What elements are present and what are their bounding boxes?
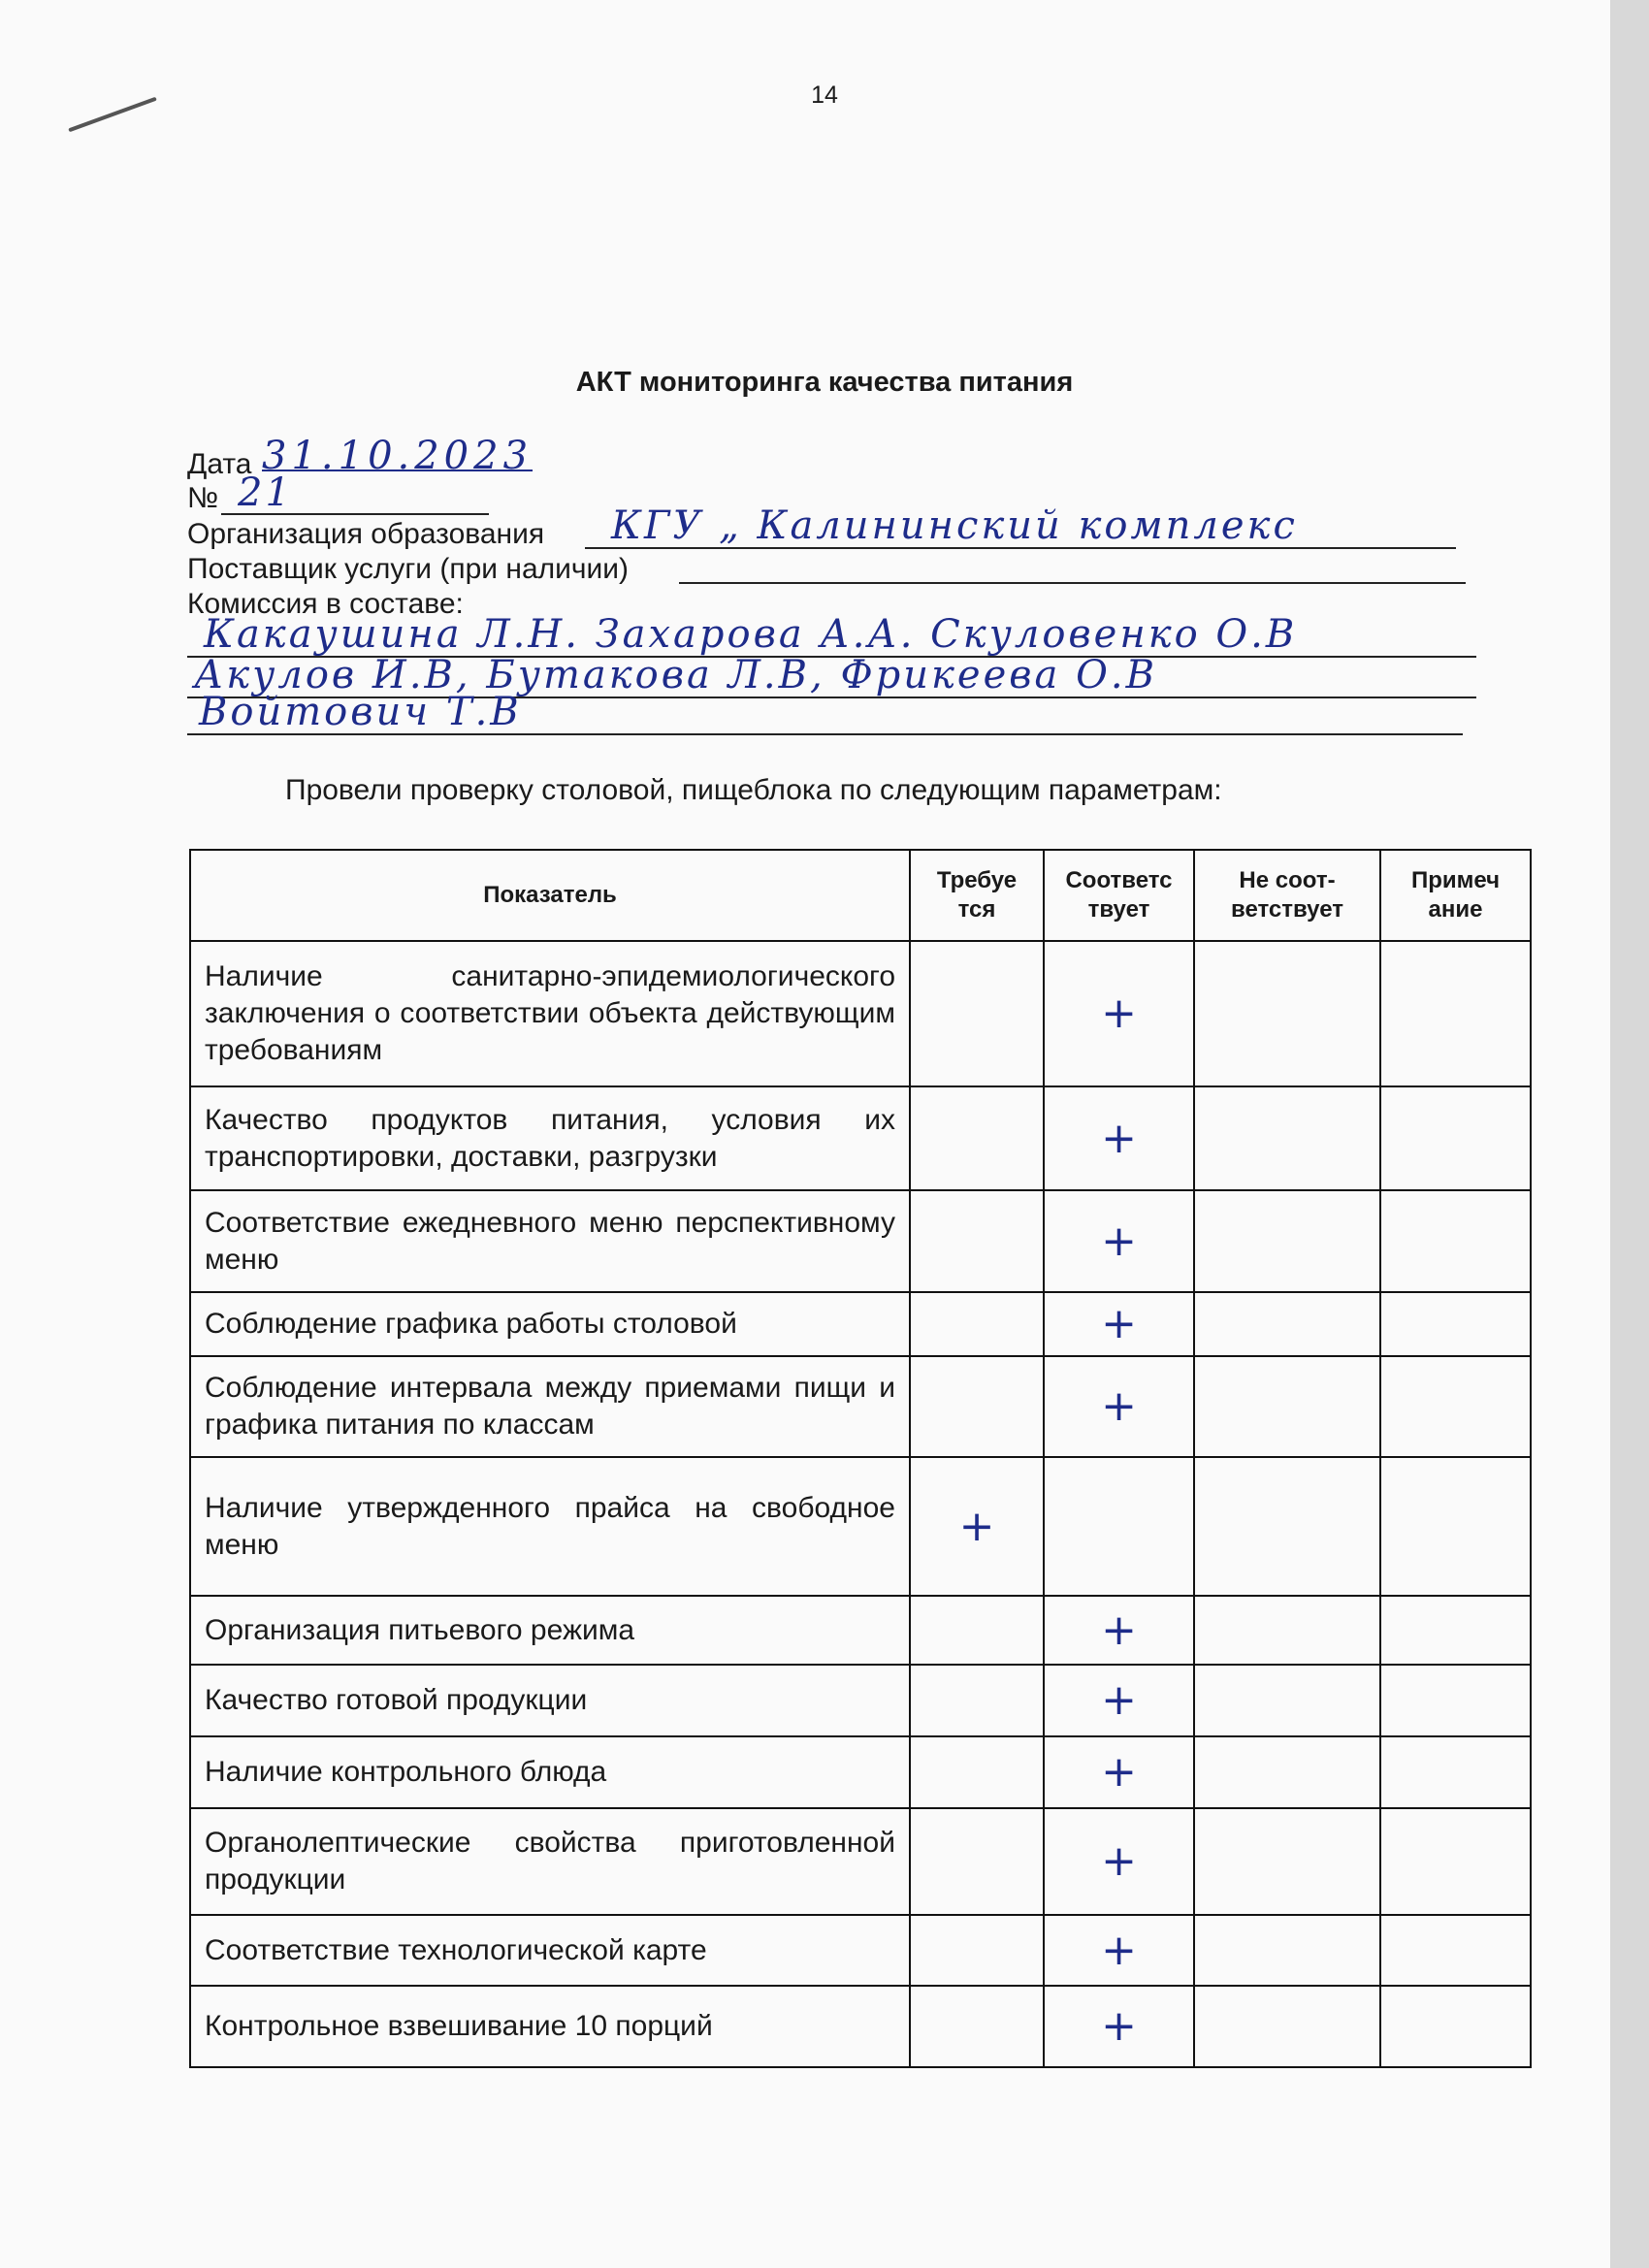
handwritten-check-mark: + [1101, 1215, 1137, 1266]
note-cell [1380, 1190, 1531, 1292]
note-cell [1380, 1915, 1531, 1986]
not-complies-cell [1194, 1915, 1380, 1986]
required-cell [910, 1086, 1044, 1190]
note-cell [1380, 1736, 1531, 1808]
handwritten-check-mark: + [1101, 1747, 1137, 1797]
note-cell [1380, 1086, 1531, 1190]
note-cell [1380, 1457, 1531, 1596]
indicator-cell: Соответствие технологической карте [190, 1915, 910, 1986]
complies-cell [1044, 1808, 1194, 1915]
parameters-table [189, 849, 1532, 2068]
commission-line-3: Войтович Т.В [199, 690, 522, 734]
table-header-row [190, 850, 1531, 941]
commission-label: Комиссия в составе: [187, 588, 464, 620]
header-indicator: Показатель [190, 850, 910, 941]
required-cell [910, 1190, 1044, 1292]
indicator-cell: Соблюдение интервала между приемами пищи и графика питания по классам [190, 1356, 910, 1457]
table-row [190, 1086, 1531, 1190]
required-cell [910, 1808, 1044, 1915]
not-complies-cell [1194, 1356, 1380, 1457]
scan-edge [1610, 0, 1649, 2268]
required-cell [910, 1596, 1044, 1665]
document-title: АКТ мониторинга качества питания [575, 367, 1074, 398]
complies-cell [1044, 1190, 1194, 1292]
complies-cell [1044, 1596, 1194, 1665]
note-cell [1380, 1292, 1531, 1356]
table-row [190, 1915, 1531, 1986]
complies-cell [1044, 1292, 1194, 1356]
number-label: № [187, 482, 219, 514]
table-row [190, 1356, 1531, 1457]
handwritten-check-mark: + [1101, 1299, 1137, 1348]
required-cell [910, 1292, 1044, 1356]
required-cell [910, 1915, 1044, 1986]
complies-cell [1044, 941, 1194, 1086]
complies-cell [1044, 1457, 1194, 1596]
indicator-cell: Наличие санитарно-эпидемиологического заключения о соответствии объекта действующим требованиям [190, 941, 910, 1086]
not-complies-cell [1194, 1190, 1380, 1292]
intro-text: Провели проверку столовой, пищеблока по следующим параметрам: [285, 774, 1222, 806]
table-row [190, 1292, 1531, 1356]
indicator-cell: Контрольное взвешивание 10 порций [190, 1986, 910, 2067]
complies-cell [1044, 1665, 1194, 1736]
required-cell [910, 1457, 1044, 1596]
not-complies-cell [1194, 1457, 1380, 1596]
note-cell [1380, 1986, 1531, 2067]
required-cell [910, 1356, 1044, 1457]
header-required: Требуе тся [910, 850, 1044, 941]
note-cell [1380, 1596, 1531, 1665]
required-cell [910, 1736, 1044, 1808]
complies-cell [1044, 1986, 1194, 2067]
not-complies-cell [1194, 1086, 1380, 1190]
table-row [190, 941, 1531, 1086]
date-value: 31.10.2023 [262, 434, 534, 478]
handwritten-check-mark: + [1101, 1836, 1137, 1886]
indicator-cell: Соответствие ежедневного меню перспективному меню [190, 1190, 910, 1292]
handwritten-check-mark: + [1101, 1925, 1137, 1975]
table-row [190, 1596, 1531, 1665]
table-row [190, 1986, 1531, 2067]
commission-line-2: Акулов И.В, Бутакова Л.В, Фрикеева О.В [194, 653, 1158, 697]
table-row [190, 1808, 1531, 1915]
table-row [190, 1457, 1531, 1596]
organization-value: КГУ „ Калининский комплекс [611, 503, 1298, 548]
header-note: Примеч ание [1380, 850, 1531, 941]
organization-label: Организация образования [187, 518, 545, 550]
not-complies-cell [1194, 1665, 1380, 1736]
note-cell [1380, 1356, 1531, 1457]
page-number: 14 [811, 81, 838, 109]
indicator-cell: Соблюдение графика работы столовой [190, 1292, 910, 1356]
note-cell [1380, 941, 1531, 1086]
handwritten-check-mark: + [1101, 1113, 1137, 1163]
header-not-complies: Не соот- ветствует [1194, 850, 1380, 941]
indicator-cell: Качество готовой продукции [190, 1665, 910, 1736]
not-complies-cell [1194, 1986, 1380, 2067]
provider-label: Поставщик услуги (при наличии) [187, 553, 630, 585]
complies-cell [1044, 1736, 1194, 1808]
table-row [190, 1665, 1531, 1736]
indicator-cell: Качество продуктов питания, условия их транспортировки, доставки, разгрузки [190, 1086, 910, 1190]
indicator-cell: Наличие утвержденного прайса на свободное меню [190, 1457, 910, 1596]
handwritten-check-mark: + [1101, 1381, 1137, 1431]
handwritten-check-mark: + [958, 1501, 995, 1551]
not-complies-cell [1194, 1596, 1380, 1665]
handwritten-check-mark: + [1101, 988, 1137, 1038]
complies-cell [1044, 1356, 1194, 1457]
table-row [190, 1190, 1531, 1292]
not-complies-cell [1194, 1292, 1380, 1356]
header-complies: Соответс твует [1044, 850, 1194, 941]
indicator-cell: Наличие контрольного блюда [190, 1736, 910, 1808]
indicator-cell: Органолептические свойства приготовленной продукции [190, 1808, 910, 1915]
handwritten-check-mark: + [1101, 1604, 1137, 1655]
note-cell [1380, 1665, 1531, 1736]
handwritten-check-mark: + [1101, 1675, 1137, 1725]
complies-cell [1044, 1915, 1194, 1986]
required-cell [910, 941, 1044, 1086]
number-value: 21 [238, 470, 293, 515]
required-cell [910, 1986, 1044, 2067]
note-cell [1380, 1808, 1531, 1915]
indicator-cell: Организация питьевого режима [190, 1596, 910, 1665]
table-row [190, 1736, 1531, 1808]
complies-cell [1044, 1086, 1194, 1190]
commission-line-1: Какаушина Л.Н. Захарова А.А. Скуловенко О.В [204, 612, 1298, 657]
not-complies-cell [1194, 941, 1380, 1086]
not-complies-cell [1194, 1736, 1380, 1808]
required-cell [910, 1665, 1044, 1736]
not-complies-cell [1194, 1808, 1380, 1915]
date-label: Дата [187, 448, 252, 480]
provider-underline [679, 582, 1466, 584]
handwritten-check-mark: + [1101, 2001, 1137, 2051]
